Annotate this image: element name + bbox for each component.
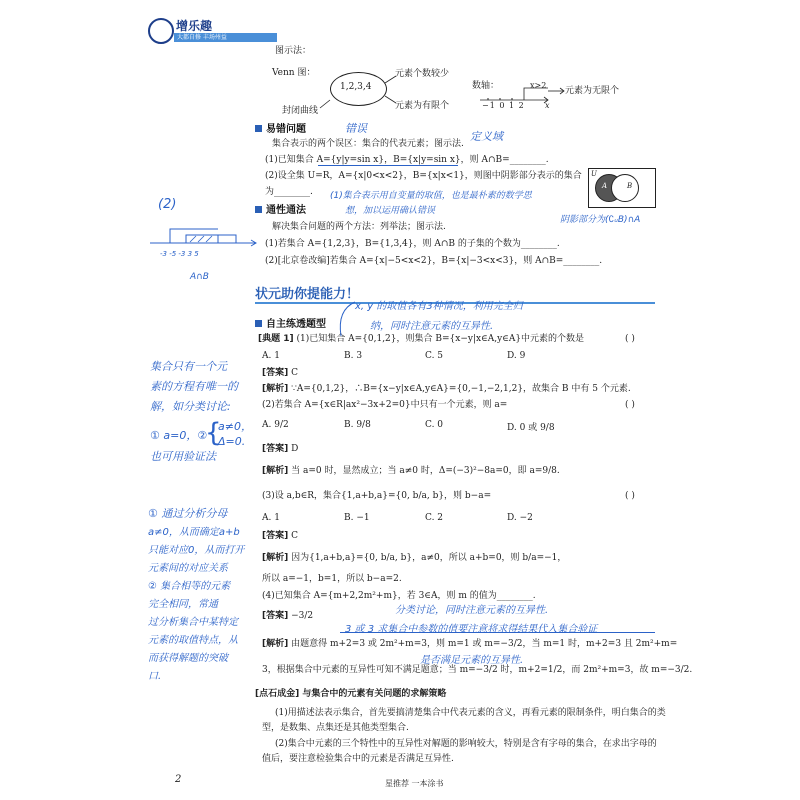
- hw-tag-dingyiyu: 定义域: [470, 130, 503, 143]
- venn-b-label: B: [627, 182, 633, 190]
- opt-1a: A. 1: [262, 351, 280, 361]
- hw-left-10: ② 集合相等的元素: [148, 581, 231, 592]
- summary-tag: [点石成金]: [255, 689, 300, 699]
- errors-q2b: 为________.: [265, 187, 313, 197]
- example-tag: [典题 1]: [258, 334, 294, 344]
- hw-note-xy: x, y 的取值各有3种情况，利用完全归: [355, 301, 523, 312]
- solution-tag: [解析]: [262, 639, 289, 649]
- errors-q2: (2)设全集 U=R，A={x|0<x<2}，B={x|x<1}，则图中阴影部分表示的集合: [265, 171, 582, 181]
- answer-tag: [答案]: [262, 531, 289, 541]
- hw-left-14: 而获得解题的突破: [148, 653, 228, 664]
- answer-4: [262, 610, 313, 622]
- venn-circle-b: [611, 174, 639, 202]
- answer-tag: [答案]: [262, 444, 289, 454]
- hw-note-ex4: 分类讨论，同时注意元素的互异性.: [395, 605, 549, 616]
- hw-left-11: 完全相同，常通: [148, 599, 218, 610]
- paren-2: ( ): [625, 400, 635, 410]
- errors-q1: (1)已知集合 A={y|y=sin x}，B={x|y=sin x}，则 A∩B=________.: [265, 155, 549, 165]
- square-bullet-icon: [255, 125, 262, 132]
- footer-brand: 星推荐 一本涂书: [385, 779, 444, 788]
- solution-3-text: 因为{1,a+b,a}={0, b/a, b}，a≠0，所以 a+b=0，则 b/a=−1，: [291, 553, 567, 563]
- venn-box: [588, 168, 656, 208]
- diagram-label: 图示法：: [275, 46, 312, 56]
- hw-underline-1: [318, 165, 458, 166]
- logo-text: 增乐趣: [176, 19, 213, 33]
- hw-left-13: 元素的取值特点，从: [148, 635, 238, 646]
- hw-note-ex4b: 3 或 3 求集合中参数的值要注意将求得结果代入集合验证: [345, 624, 598, 635]
- answer-1-value: C: [291, 368, 298, 378]
- solution-tag: [解析]: [262, 384, 289, 394]
- venn-u-label: U: [591, 170, 597, 178]
- opt-1d: D. 9: [507, 351, 526, 361]
- opt-1c: C. 5: [425, 351, 444, 361]
- solution-4-text: 由题意得 m+2=3 或 2m²+m=3，则 m=1 或 m=−3/2，当 m=1 时，m+2=3 且 2m²+m=: [291, 639, 678, 649]
- example-1-text: (1)已知集合 A={0,1,2}，则集合 B={x−y|x∈A,y∈A}中元素的个数是: [296, 334, 585, 344]
- opt-3b: B. −1: [344, 513, 370, 523]
- hw-left-6: ① 通过分析分母: [148, 507, 228, 520]
- opt-2b: B. 9/8: [344, 420, 371, 430]
- page-number: 2: [175, 774, 182, 785]
- solution-3: [262, 552, 566, 564]
- example-4: (4)已知集合 A={m+2,2m²+m}，若 3∈A，则 m 的值为________.: [262, 591, 536, 601]
- axis-x: x: [545, 101, 550, 110]
- general-title: 通性通法: [255, 201, 306, 216]
- venn-label: Venn 图：: [272, 68, 316, 78]
- opt-3c: C. 2: [425, 513, 444, 523]
- hw-left-5: 也可用验证法: [150, 450, 216, 463]
- errors-title: 易错问题: [255, 120, 306, 135]
- paren-1: ( ): [625, 334, 635, 344]
- solution-tag: [解析]: [262, 553, 289, 563]
- hw-axis-nums: -3 -5 -3 3 5: [160, 250, 199, 258]
- summary-p1b: 型，是数集、点集还是其他类型集合.: [262, 723, 409, 733]
- square-bullet-icon: [255, 206, 262, 213]
- paren-3: ( ): [625, 491, 635, 501]
- solution-4: [262, 638, 677, 650]
- example-1: [258, 333, 584, 345]
- hw-left-4a: ① a=0，②: [150, 429, 208, 442]
- venn-a-label: A: [602, 182, 608, 190]
- solution-1: [262, 383, 631, 395]
- hw-left-4b: a≠0，: [218, 420, 252, 433]
- hw-tag-cuwu: 错误: [345, 122, 367, 135]
- axis-ticks: −1 0 1 2: [482, 101, 525, 110]
- answer-3-value: C: [291, 531, 298, 541]
- hw-left-7: a≠0，从而确定a+b: [148, 527, 240, 538]
- axis-infinite: 元素为无限个: [565, 86, 620, 96]
- opt-1b: B. 3: [344, 351, 363, 361]
- summary-heading: [255, 688, 446, 700]
- logo-icon: [148, 18, 174, 44]
- opt-3d: D. −2: [507, 513, 533, 523]
- hw-left-1: 集合只有一个元: [150, 360, 227, 373]
- answer-3: [262, 530, 298, 542]
- hw-left-4-brace: {: [205, 418, 222, 448]
- venn-finite: 元素为有限个: [395, 101, 450, 111]
- main-title: 状元助你提能力！: [255, 287, 360, 302]
- answer-2-value: D: [291, 444, 299, 454]
- axis-cond: x>2: [530, 81, 547, 90]
- practice-title: 自主练透题型: [255, 315, 326, 330]
- opt-3a: A. 1: [262, 513, 280, 523]
- summary-p1: (1)用描述法表示集合，首先要搞清楚集合中代表元素的含义，再看元素的限制条件，明白集合的类: [275, 708, 666, 718]
- summary-title: 与集合中的元素有关问题的求解策略: [302, 689, 447, 699]
- answer-4-value: −3/2: [291, 611, 314, 621]
- hw-left-9: 元素间的对应关系: [148, 563, 228, 574]
- solution-2-text: 当 a=0 时，显然成立；当 a≠0 时，Δ=(−3)²−8a=0，即 a=9/8.: [291, 466, 560, 476]
- hw-left-3: 解，如分类讨论:: [150, 400, 231, 413]
- hw-left-4c: Δ=0.: [218, 435, 246, 448]
- hw-note-venn: 阴影部分为(∁ᵤB)∩A: [560, 215, 641, 225]
- hw-note-q1: (1)集合表示用自变量的取值，也是最朴素的数学思: [330, 191, 532, 201]
- venn-curve: 封闭曲线: [282, 106, 319, 116]
- example-3: (3)设 a,b∈R，集合{1,a+b,a}={0, b/a, b}，则 b−a=: [262, 491, 492, 501]
- venn-few: 元素个数较少: [395, 69, 450, 79]
- hw-note-two: (2): [158, 197, 177, 212]
- venn-set: 1,2,3,4: [340, 82, 372, 92]
- hw-left-15: 口.: [148, 671, 162, 682]
- axis-label: 数轴：: [472, 81, 500, 91]
- hw-note-xy2: 纳，同时注意元素的互异性.: [370, 321, 494, 332]
- solution-3b: 所以 a=−1，b=1，所以 b−a=2.: [262, 574, 402, 584]
- hw-left-8: 只能对应0，从而打开: [148, 545, 245, 556]
- general-q1: (1)若集合 A={1,2,3}，B={1,3,4}，则 A∩B 的子集的个数为________.: [265, 239, 560, 249]
- hw-bracket-xy: [335, 300, 360, 340]
- general-intro: 解决集合问题的两个方法：列举法；图示法.: [272, 222, 446, 232]
- answer-tag: [答案]: [262, 611, 289, 621]
- summary-p2b: 值后，要注意检验集合中的元素是否满足互异性.: [262, 754, 454, 764]
- hw-note-q1b: 想，加以运用确认错误: [345, 206, 436, 216]
- logo: [148, 18, 263, 42]
- hw-underline-ex4: [340, 632, 655, 633]
- opt-2c: C. 0: [425, 420, 444, 430]
- opt-2d: D. 0 或 9/8: [507, 423, 555, 433]
- answer-1: [262, 367, 298, 379]
- general-q2: (2)[北京卷改编]若集合 A={x|−5<x<2}，B={x|−3<x<3}，则 A∩B=________.: [265, 256, 603, 266]
- logo-sub: 大都自修 丰场州益: [174, 33, 277, 42]
- answer-tag: [答案]: [262, 368, 289, 378]
- answer-2: [262, 443, 298, 455]
- solution-2: [262, 465, 560, 477]
- solution-4b: 3，根据集合中元素的互异性可知不满足题意；当 m=−3/2 时，m+2=1/2，而 2m²+m=3，故 m=−3/2.: [262, 665, 693, 675]
- hw-left-12: 过分析集合中某特定: [148, 617, 238, 628]
- opt-2a: A. 9/2: [262, 420, 289, 430]
- example-2: (2)若集合 A={x∈R|ax²−3x+2=0}中只有一个元素，则 a=: [262, 400, 508, 410]
- hw-note-ex4c: 是否满足元素的互异性.: [420, 655, 524, 666]
- solution-1-text: ∵A={0,1,2}，∴B={x−y|x∈A,y∈A}={0,−1,−2,1,2}，故集合 B 中有 5 个元素.: [291, 384, 631, 394]
- summary-p2: (2)集合中元素的三个特性中的互异性对解题的影响较大，特别是含有字母的集合，在求出字母的: [275, 739, 657, 749]
- solution-tag: [解析]: [262, 466, 289, 476]
- hw-left-2: 素的方程有唯一的: [150, 380, 238, 393]
- errors-intro: 集合表示的两个误区：集合的代表元素；图示法.: [272, 139, 464, 149]
- hw-note-anb: A∩B: [190, 272, 209, 282]
- square-bullet-icon: [255, 320, 262, 327]
